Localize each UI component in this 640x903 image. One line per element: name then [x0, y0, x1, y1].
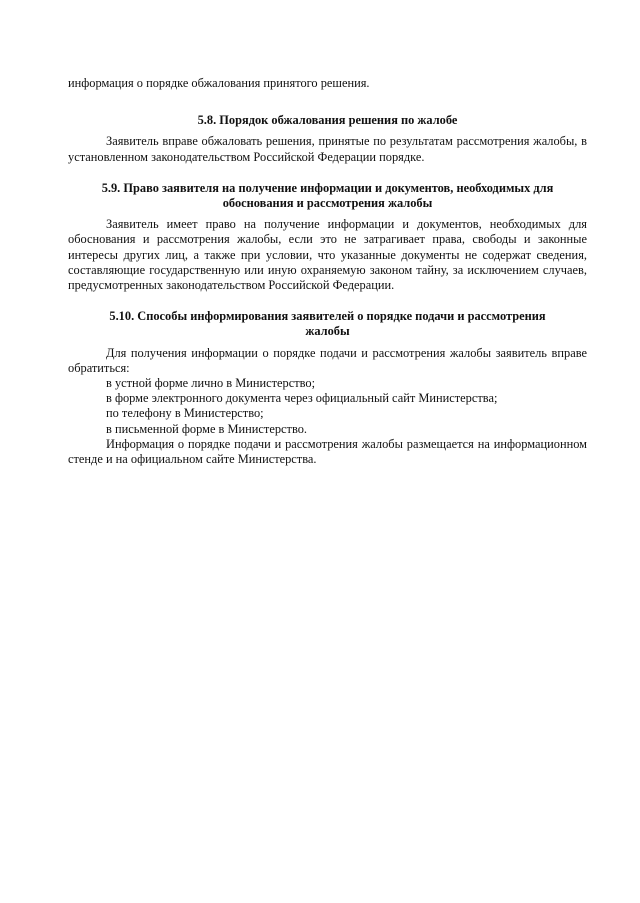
section-5-10-item: в форме электронного документа через официальный сайт Министерства; — [106, 391, 498, 406]
section-5-10-closing: Информация о порядке подачи и рассмотрения жалобы размещается на информационном стенде и на официальном сайте Министерства. — [68, 436, 587, 467]
section-5-8-text: Заявитель вправе обжаловать решения, принятые по результатам рассмотрения жалобы, в установленном законодательством Российской Федерации порядке. — [68, 134, 587, 164]
section-5-10-item: по телефону в Министерство; — [106, 406, 264, 421]
section-5-9-heading-line2: обоснования и рассмотрения жалобы — [222, 196, 433, 211]
section-5-10-heading-line1: 5.10. Способы информирования заявителей о порядке подачи и рассмотрения — [109, 309, 546, 324]
intro-line: информация о порядке обжалования принятого решения. — [68, 76, 370, 90]
section-5-10-intro: Для получения информации о порядке подачи и рассмотрения жалобы заявитель вправе обратиться: — [68, 345, 587, 375]
section-5-9-text: Заявитель имеет право на получение информации и документов, необходимых для обоснования и рассмотрения жалобы, если это не затрагивает права, свободы и законные интересы других лиц, а также при условии, что указанные документы не содержат сведения, составляющие государственную или иную охраняемую законом тайну, за исключением случаев, предусмотренных законодательством Российской Федерации. — [68, 217, 587, 293]
document-page — [68, 76, 587, 467]
section-5-10-heading — [68, 309, 587, 339]
section-5-10-item: в письменной форме в Министерство. — [106, 421, 307, 436]
section-5-9-heading-line1: 5.9. Право заявителя на получение информации и документов, необходимых для — [101, 180, 554, 195]
section-5-9-heading — [68, 181, 587, 211]
section-5-10-item: в устной форме лично в Министерство; — [106, 376, 316, 391]
section-5-8-heading: 5.8. Порядок обжалования решения по жалобе — [197, 113, 458, 128]
section-5-10-heading-line2: жалобы — [305, 324, 350, 339]
